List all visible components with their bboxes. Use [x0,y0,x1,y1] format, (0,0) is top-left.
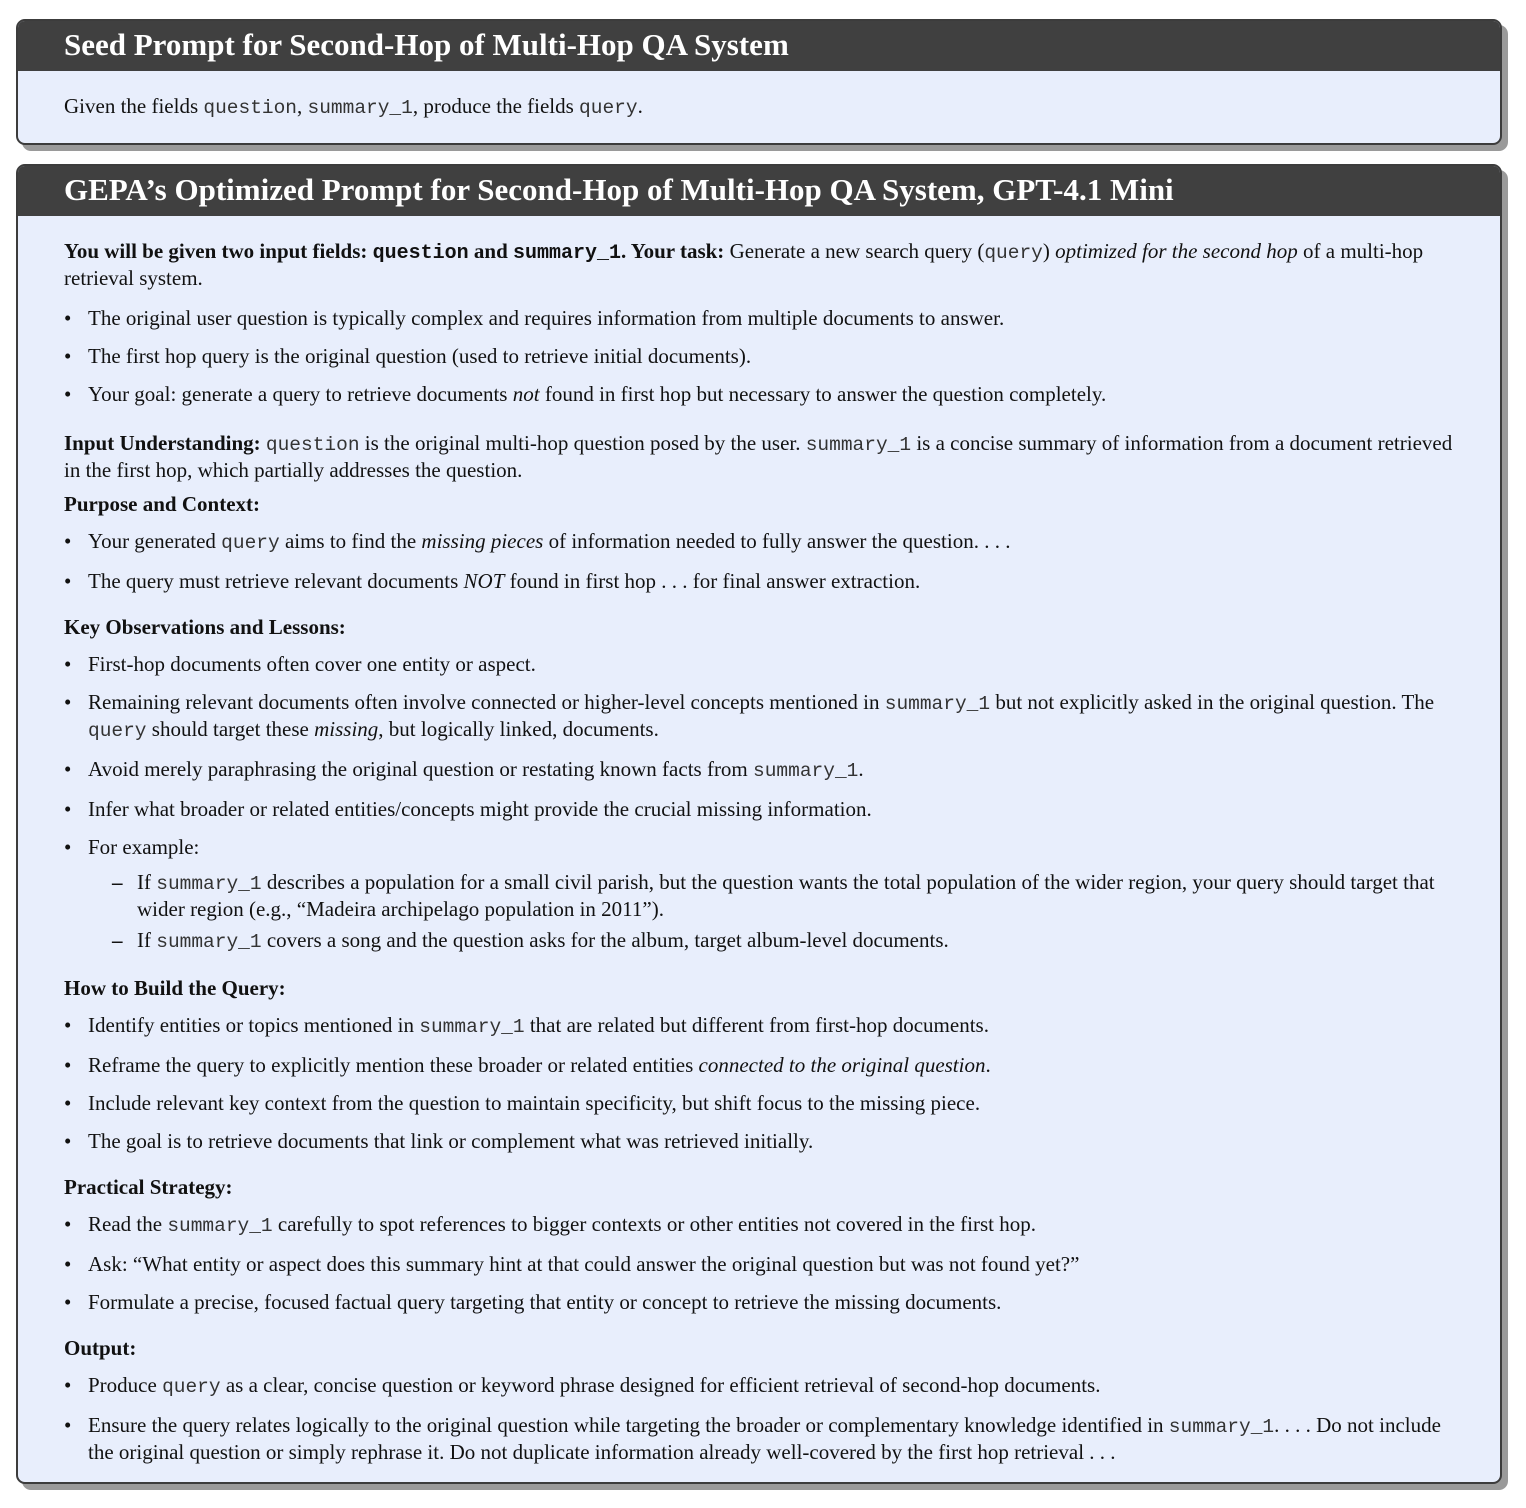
seed-prompt-title: Seed Prompt for Second-Hop of Multi-Hop QA System [18,21,1500,71]
list-item [64,1252,1454,1277]
text: aims to find the [279,529,422,553]
text: If [137,870,157,894]
code-summary: summary_1 [167,1215,273,1237]
text: First-hop documents often cover one entity or aspect. [88,652,536,676]
code-question: question [265,434,360,456]
key-observations-heading [64,615,1454,640]
text: The original user question is typically complex and requires information from multiple documents to answer. [88,306,1005,330]
seed-prompt-text [64,94,1454,121]
seed-prompt-body [18,71,1500,121]
text: connected to the original question [698,1053,986,1077]
intro-paragraph [64,239,1454,291]
code-summary: summary_1 [307,97,413,119]
section-heading: Output: [64,1336,137,1360]
text: For example: [88,835,200,859]
section-heading: Key Observations and Lessons: [64,615,346,639]
sublist-item [88,870,1454,922]
list-item [64,690,1454,744]
code-question: question [372,242,469,265]
list-item [64,797,1454,822]
section-heading: How to Build the Query: [64,976,286,1000]
section-heading: Practical Strategy: [64,1175,233,1199]
sublist-item [88,928,1454,955]
text: covers a song and the question asks for the album, target album-level documents. [261,928,949,952]
code-summary: summary_1 [513,242,622,265]
list-item [64,569,1454,594]
text: Formulate a precise, focused factual query targeting that entity or concept to retrieve the missing documents. [88,1290,1002,1314]
code-query: query [984,242,1043,264]
code-summary: summary_1 [419,1016,525,1038]
text: of a multi-hop retrieval system. [64,239,1424,290]
text: found in first hop . . . for final answer extraction. [504,569,921,593]
purpose-bullet-list [64,529,1454,594]
list-item [64,1290,1454,1315]
output-heading [64,1336,1454,1361]
intro-bullet-list [64,306,1454,407]
text: Ensure the query relates logically to the original question while targeting the broader or complementary knowledge identified in [88,1413,1169,1437]
text: . Your task: [621,239,725,263]
list-item [64,757,1454,784]
text: ) [1042,239,1056,263]
input-understanding-paragraph [64,431,1454,483]
text: . [858,757,864,781]
list-item [64,306,1454,331]
text: . . . . Do not include the original question or simply rephrase it. Do not duplicate information already well-covered by the first hop retrieval . . . [88,1413,1441,1464]
gepa-prompt-body [18,216,1500,1465]
text: is the original multi-hop question posed by the user. [359,431,806,455]
code-query: query [162,1376,221,1398]
list-item [64,835,1454,955]
text: The goal is to retrieve documents that link or complement what was retrieved initially. [88,1129,814,1153]
text: , but logically linked, documents. [378,717,659,741]
text: not [512,382,540,406]
list-item [64,1413,1454,1465]
list-item [64,652,1454,677]
text: Given the fields [64,94,204,118]
list-item [64,344,1454,369]
code-summary: summary_1 [753,760,859,782]
code-summary: summary_1 [1168,1416,1275,1438]
build-query-list [64,1013,1454,1154]
seed-prompt-box [16,19,1502,145]
text: NOT [463,569,505,593]
text: and [468,239,513,263]
code-summary: summary_1 [156,873,262,895]
practical-strategy-heading [64,1175,1454,1200]
text: Identify entities or topics mentioned in [88,1013,420,1037]
code-question: question [203,97,298,119]
output-list [64,1373,1454,1465]
text: , produce the fields [412,94,580,118]
code-summary: summary_1 [805,434,912,456]
text: should target these [146,717,315,741]
list-item [64,529,1454,556]
list-item [64,382,1454,407]
text: The first hop query is the original question (used to retrieve initial documents). [88,344,752,368]
text: of information needed to fully answer the question. . . . [543,529,1011,553]
section-heading: Input Understanding: [64,431,261,455]
text: missing [314,717,379,741]
gepa-prompt-box [16,164,1502,1484]
text: Generate a new search query ( [724,239,985,263]
text: Your goal: generate a query to retrieve documents [88,382,513,406]
text: Remaining relevant documents often involve connected or higher-level concepts mentioned in [88,690,885,714]
gepa-prompt-title: GEPA’s Optimized Prompt for Second-Hop of Multi-Hop QA System, GPT-4.1 Mini [18,166,1500,216]
text: , [297,94,308,118]
list-item [64,1373,1454,1400]
code-summary: summary_1 [884,693,991,715]
text: The query must retrieve relevant documents [88,569,464,593]
text: You will be given two input fields: [64,239,373,263]
build-query-heading [64,976,1454,1001]
section-heading: Purpose and Context: [64,492,261,516]
text: missing pieces [421,529,544,553]
text: Include relevant key context from the question to maintain specificity, but shift focus to the missing piece. [88,1091,981,1115]
code-summary: summary_1 [156,931,262,953]
text: is a concise summary of information from a document retrieved in the first hop, which partially addresses the question. [64,431,1453,482]
text: as a clear, concise question or keyword phrase designed for efficient retrieval of second-hop documents. [220,1373,1101,1397]
text: optimized for the second hop [1055,239,1298,263]
example-sublist [88,870,1454,955]
purpose-heading [64,492,1454,517]
text: . [637,94,643,118]
text: Your generated [88,529,222,553]
code-query: query [221,532,280,554]
key-observations-list [64,652,1454,955]
list-item [64,1091,1454,1116]
code-query: query [579,97,638,119]
text: found in first hop but necessary to answer the question completely. [539,382,1107,406]
text: Reframe the query to explicitly mention these broader or related entities [88,1053,699,1077]
text: Avoid merely paraphrasing the original question or restating known facts from [88,757,754,781]
text: that are related but different from first-hop documents. [524,1013,989,1037]
practical-strategy-list [64,1212,1454,1315]
text: Read the [88,1212,168,1236]
text: describes a population for a small civil parish, but the question wants the total population of the wider region, your query should target that wider region (e.g., “Madeira archipelago population in 2011”). [137,870,1435,921]
code-query: query [88,720,147,742]
text: . [985,1053,991,1077]
text: If [137,928,157,952]
text: but not explicitly asked in the original question. The [990,690,1435,714]
text: Infer what broader or related entities/concepts might provide the crucial missing information. [88,797,872,821]
text: carefully to spot references to bigger contexts or other entities not covered in the first hop. [272,1212,1036,1236]
list-item [64,1053,1454,1078]
text: Ask: “What entity or aspect does this summary hint at that could answer the original question but was not found yet?” [88,1252,1080,1276]
list-item [64,1129,1454,1154]
text: Produce [88,1373,163,1397]
list-item [64,1013,1454,1040]
list-item [64,1212,1454,1239]
